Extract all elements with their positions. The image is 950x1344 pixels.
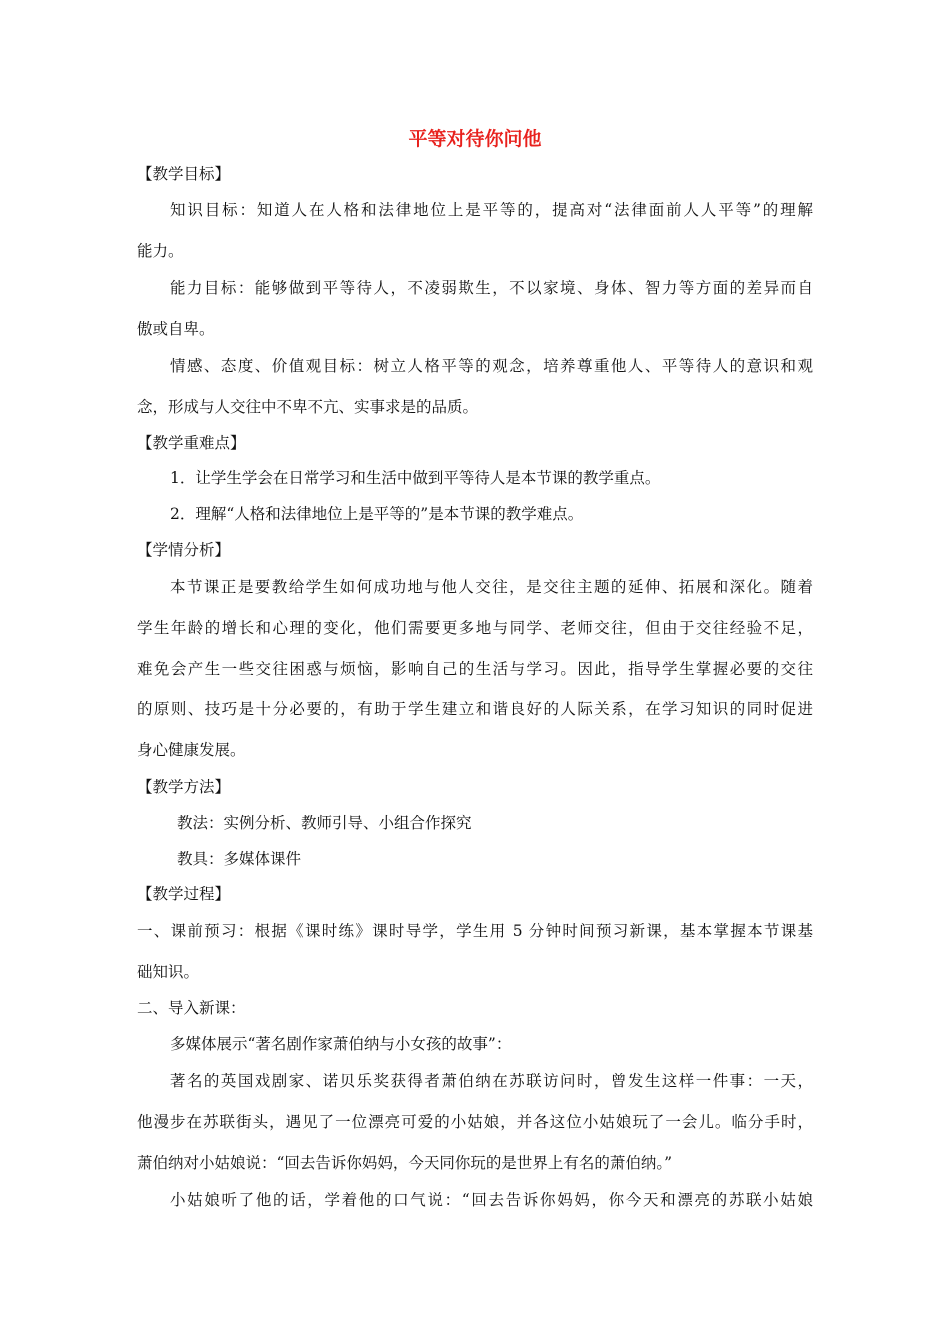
section-heading-analysis: 【学情分析】 bbox=[137, 541, 231, 559]
section-heading-key-points: 【教学重难点】 bbox=[137, 434, 246, 452]
section-heading-process: 【教学过程】 bbox=[137, 885, 231, 903]
paragraph-line: 教具：多媒体课件 bbox=[177, 850, 302, 868]
paragraph-line: 础知识。 bbox=[137, 963, 200, 981]
paragraph-line: 学生年龄的增长和心理的变化，他们需要更多地与同学、老师交往，但由于交往经验不足， bbox=[137, 619, 813, 637]
paragraph-line: 知识目标：知道人在人格和法律地位上是平等的，提高对“法律面前人人平等”的理解 bbox=[170, 201, 813, 219]
paragraph-line: 能力目标：能够做到平等待人，不凌弱欺生，不以家境、身体、智力等方面的差异而自 bbox=[170, 279, 813, 297]
paragraph-line: 二、导入新课： bbox=[137, 999, 246, 1017]
paragraph-line: 一、课前预习：根据《课时练》课时导学，学生用 5 分钟时间预习新课，基本掌握本节课基 bbox=[137, 922, 813, 940]
page-title: 平等对待你问他 bbox=[408, 128, 542, 150]
paragraph-line: 傲或自卑。 bbox=[137, 320, 215, 338]
paragraph-line: 能力。 bbox=[137, 242, 184, 260]
paragraph-line: 他漫步在苏联街头，遇见了一位漂亮可爱的小姑娘，并各这位小姑娘玩了一会儿。临分手时， bbox=[137, 1113, 813, 1131]
paragraph-line: 难免会产生一些交往困惑与烦恼，影响自己的生活与学习。因此，指导学生掌握必要的交往 bbox=[137, 660, 813, 678]
paragraph-line: 多媒体展示“著名剧作家萧伯纳与小女孩的故事”： bbox=[170, 1035, 512, 1053]
paragraph-line: 念，形成与人交往中不卑不亢、实事求是的品质。 bbox=[137, 398, 479, 416]
list-item: 1．让学生学会在日常学习和生活中做到平等待人是本节课的教学重点。 bbox=[170, 469, 661, 487]
paragraph-line: 教法：实例分析、教师引导、小组合作探究 bbox=[177, 814, 472, 832]
section-heading-objectives: 【教学目标】 bbox=[137, 165, 231, 183]
paragraph-line: 身心健康发展。 bbox=[137, 741, 246, 759]
paragraph-line: 小姑娘听了他的话，学着他的口气说：“回去告诉你妈妈，你今天和漂亮的苏联小姑娘 bbox=[170, 1191, 813, 1209]
paragraph-line: 著名的英国戏剧家、诺贝乐奖获得者萧伯纳在苏联访问时，曾发生这样一件事：一天， bbox=[170, 1072, 813, 1090]
section-heading-methods: 【教学方法】 bbox=[137, 778, 231, 796]
paragraph-line: 本节课正是要教给学生如何成功地与他人交往，是交往主题的延伸、拓展和深化。随着 bbox=[170, 578, 813, 596]
paragraph-line: 的原则、技巧是十分必要的，有助于学生建立和谐良好的人际关系，在学习知识的同时促进 bbox=[137, 700, 813, 718]
paragraph-line: 萧伯纳对小姑娘说：“回去告诉你妈妈，今天同你玩的是世界上有名的萧伯纳。” bbox=[137, 1154, 673, 1172]
list-item: 2．理解“人格和法律地位上是平等的”是本节课的教学难点。 bbox=[170, 505, 584, 523]
paragraph-line: 情感、态度、价值观目标：树立人格平等的观念，培养尊重他人、平等待人的意识和观 bbox=[170, 357, 813, 375]
